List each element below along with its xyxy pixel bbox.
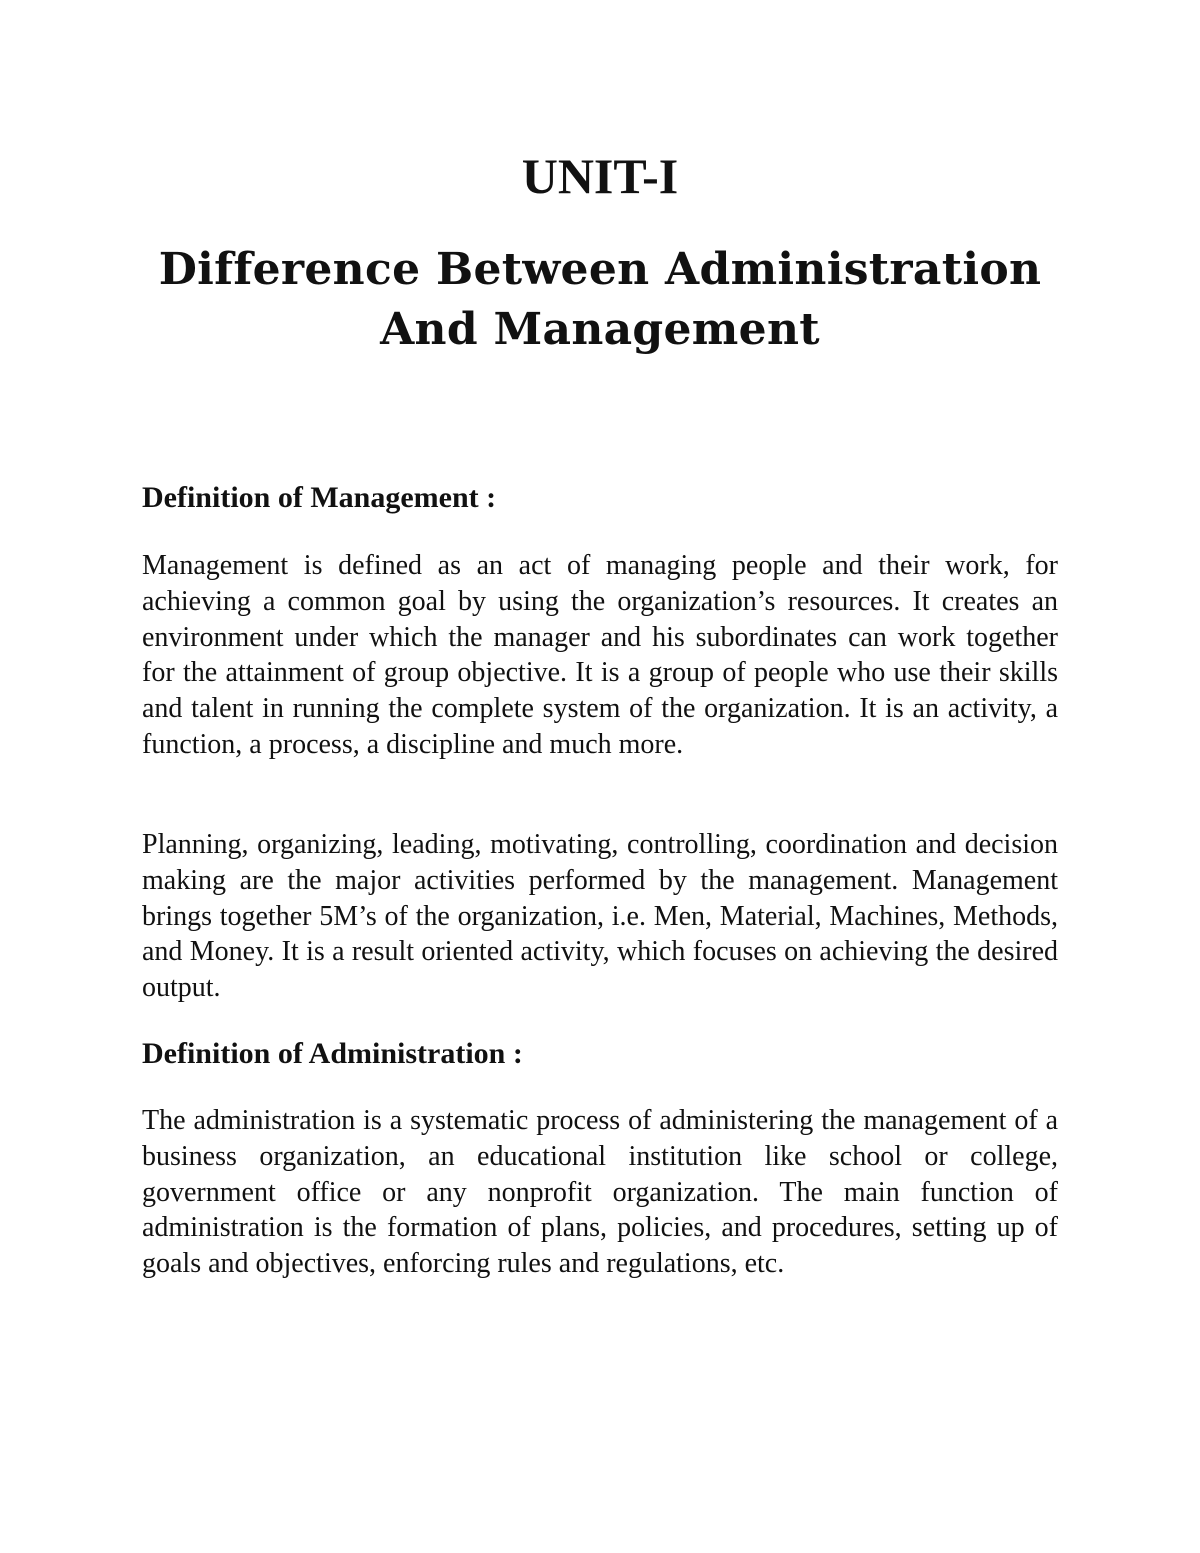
document-title-line-1: Difference Between Administration (158, 244, 1042, 295)
document-title-line-2: And Management (380, 304, 820, 355)
section-heading-management: Definition of Management : (142, 481, 497, 514)
administration-paragraph-1: The administration is a systematic process of administering the management of a business organization, an educational institution like school or college, government office or any nonprofit organization. The main function of administration is the formation of plans, policies, and procedures, setting up of goals and objectives, enforcing rules and regulations, etc. (142, 1105, 1058, 1280)
document-title (150, 240, 1050, 360)
section-heading-administration: Definition of Administration : (142, 1037, 523, 1070)
management-paragraph-2: Planning, organizing, leading, motivating, controlling, coordination and decision making are the major activities performed by the management. Management brings together 5M’s of the organization, i.e. Men, Material, Machines, Methods, and Money. It is a result oriented activity, which focuses on achieving the desired output. (142, 829, 1058, 1004)
unit-label: UNIT-I (521, 148, 679, 204)
management-paragraph-1: Management is defined as an act of managing people and their work, for achieving a common goal by using the organization’s resources. It creates an environment under which the manager and his subordinates can work together for the attainment of group objective. It is a group of people who use their skills and talent in running the complete system of the organization. It is an activity, a function, a process, a discipline and much more. (142, 550, 1058, 760)
